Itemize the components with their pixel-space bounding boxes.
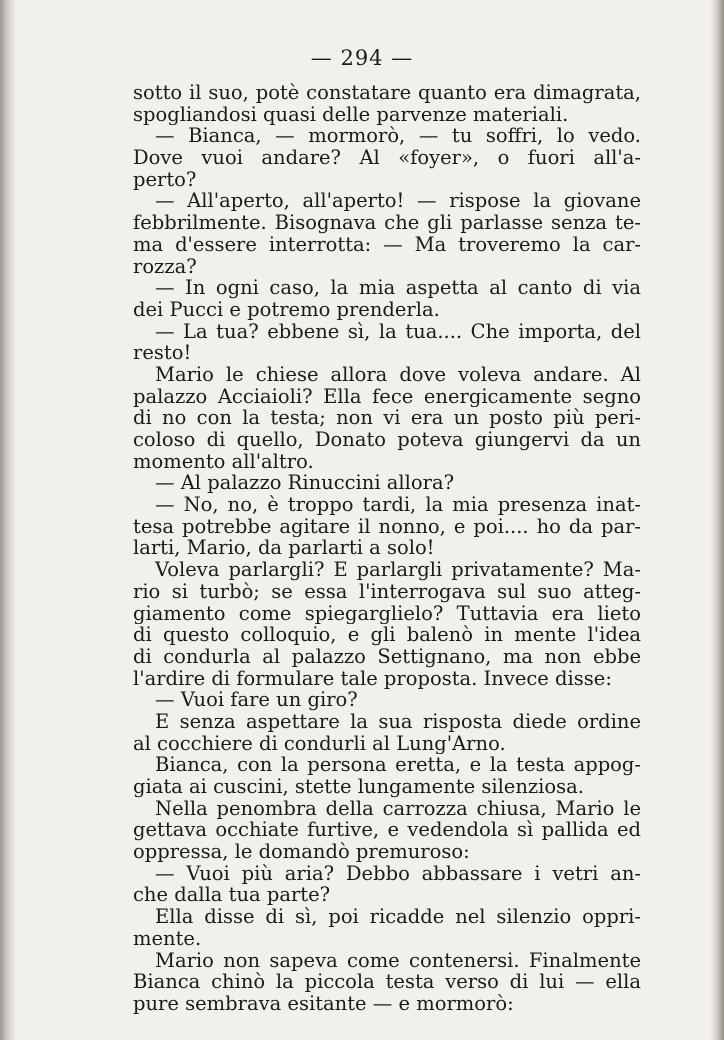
- text-line: ma d'essere interrotta: — Ma troveremo la car-: [133, 233, 641, 256]
- text-line: giamento come spiegarglielo? Tuttavia era lieto: [133, 602, 641, 625]
- text-line: Bianca, con la persona eretta, e la testa appog-: [155, 754, 641, 776]
- text-line: — Vuoi più aria? Debbo abbassare i vetri an-: [155, 862, 641, 885]
- text-line: giata ai cuscini, stette lungamente silenziosa.: [133, 776, 584, 798]
- text-line: di no con la testa; non vi era un posto più peri-: [133, 407, 641, 429]
- text-line: coloso di quello, Donato poteva giungervi da un: [133, 429, 641, 451]
- page-number: — 294 —: [310, 46, 414, 70]
- text-line: — No, no, è troppo tardi, la mia presenza inat-: [155, 494, 641, 516]
- text-line: palazzo Acciaioli? Ella fece energicamente segno: [133, 385, 641, 408]
- text-line: E senza aspettare la sua risposta diede ordine: [155, 710, 641, 733]
- text-line: Ella disse di sì, poi ricadde nel silenzio oppri-: [155, 906, 641, 928]
- body-text: [133, 82, 641, 1015]
- text-line: momento all'altro.: [133, 450, 314, 473]
- text-line: — Bianca, — mormorò, — tu soffri, lo vedo.: [155, 125, 641, 148]
- text-line: spogliandosi quasi delle parvenze materiali.: [133, 103, 569, 126]
- text-line: — In ogni caso, la mia aspetta al canto di via: [155, 277, 641, 299]
- text-line: tesa potrebbe agitare il nonno, e poi.... ho da par-: [133, 515, 641, 538]
- text-line: al cocchiere di condurli al Lung'Arno.: [133, 732, 506, 755]
- text-line: l'ardire di formulare tale proposta. Invece disse:: [133, 667, 612, 690]
- text-line: gettava occhiate furtive, e vedendola sì pallida ed: [133, 819, 641, 842]
- text-line: larti, Mario, da parlarti a solo!: [133, 537, 435, 560]
- text-line: resto!: [133, 342, 192, 364]
- page-edge-shadow: [710, 0, 724, 1040]
- text-line: oppressa, le domandò premuroso:: [133, 841, 470, 863]
- text-line: — Vuoi fare un giro?: [155, 689, 358, 711]
- text-line: — Al palazzo Rinuccini allora?: [155, 472, 455, 495]
- text-line: Dove vuoi andare? Al «foyer», o fuori all'a-: [133, 147, 641, 169]
- text-line: rozza?: [133, 255, 197, 278]
- text-line: di condurla al palazzo Settignano, ma non ebbe: [133, 645, 641, 668]
- text-line: — All'aperto, all'aperto! — rispose la giovane: [155, 190, 641, 213]
- text-line: che dalla tua parte?: [133, 884, 331, 907]
- text-line: Voleva parlargli? E parlargli privatamente? Ma-: [155, 559, 641, 581]
- text-line: sotto il suo, potè constatare quanto era dimagrata,: [133, 82, 641, 104]
- text-line: rio si turbò; se essa l'interrogava sul suo atteg-: [133, 580, 641, 603]
- text-line: mente.: [133, 927, 202, 950]
- text-line: dei Pucci e potremo prenderla.: [133, 298, 440, 321]
- text-line: Mario non sapeva come contenersi. Finalmente: [155, 949, 641, 972]
- text-line: pure sembrava esitante — e mormorò:: [133, 992, 514, 1015]
- text-line: di questo colloquio, e gli balenò in mente l'idea: [133, 624, 641, 646]
- text-line: — La tua? ebbene sì, la tua.... Che importa, del: [155, 320, 641, 343]
- text-line: febbrilmente. Bisognava che gli parlasse senza te-: [133, 212, 641, 234]
- text-line: Bianca chinò la piccola testa verso di lui — ella: [133, 971, 641, 993]
- text-line: perto?: [133, 168, 197, 191]
- text-line: Mario le chiese allora dove voleva andare. Al: [155, 363, 641, 386]
- text-line: Nella penombra della carrozza chiusa, Mario le: [155, 797, 641, 820]
- binding-gutter-shadow: [0, 0, 16, 1040]
